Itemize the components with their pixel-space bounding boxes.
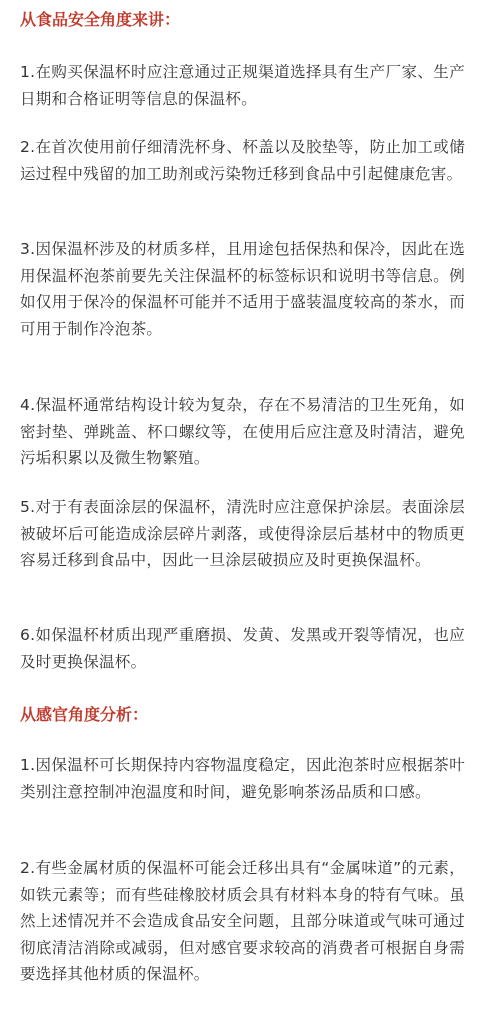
section-heading-sensory: 从感官角度分析： — [20, 705, 149, 724]
paragraph-3-material: 3.因保温杯涉及的材质多样，且用途包括保热和保冷，因此在选用保温杯泡茶前要先关注保温杯的标签标识和说明书等信息。例如仅用于保冷的保温杯可能并不适用于盛装温度较高的茶水，而可用于制作冷泡茶。 — [20, 240, 465, 338]
section-heading-food-safety: 从食品安全角度来讲： — [20, 10, 181, 29]
paragraph-4-structure: 4.保温杯通常结构设计较为复杂，存在不易清洁的卫生死角，如密封垫、弹跳盖、杯口螺纹等，在使用后应注意及时清洁，避免污垢积累以及微生物繁殖。 — [20, 396, 465, 468]
paragraph-1-purchase: 1.在购买保温杯时应注意通过正规渠道选择具有生产厂家、生产日期和合格证明等信息的保温杯。 — [20, 63, 465, 108]
paragraph-2-cleaning: 2.在首次使用前仔细清洗杯身、杯盖以及胶垫等，防止加工或储运过程中残留的加工助剂或污染物迁移到食品中引起健康危害。 — [20, 138, 465, 183]
paragraph-5-coating: 5.对于有表面涂层的保温杯，清洗时应注意保护涂层。表面涂层被破坏后可能造成涂层碎片剥落，或使得涂层后基材中的物质更容易迁移到食品中，因此一旦涂层破损应及时更换保温杯。 — [20, 498, 465, 570]
paragraph-sensory-2-odor: 2.有些金属材质的保温杯可能会迁移出具有“金属味道”的元素，如铁元素等；而有些硅橡胶材质会具有材料本身的特有气味。虽然上述情况并不会造成食品安全问题，且部分味道或气味可通过彻底清洁消除或减弱，但对感官要求较高的消费者可根据自身需要选择其他材质的保温杯。 — [20, 859, 465, 984]
paragraph-sensory-1-temperature: 1.因保温杯可长期保持内容物温度稳定，因此泡茶时应根据茶叶类别注意控制冲泡温度和时间，避免影响茶汤品质和口感。 — [20, 756, 465, 801]
paragraph-6-replace: 6.如保温杯材质出现严重磨损、发黄、发黑或开裂等情况，也应及时更换保温杯。 — [20, 626, 465, 671]
